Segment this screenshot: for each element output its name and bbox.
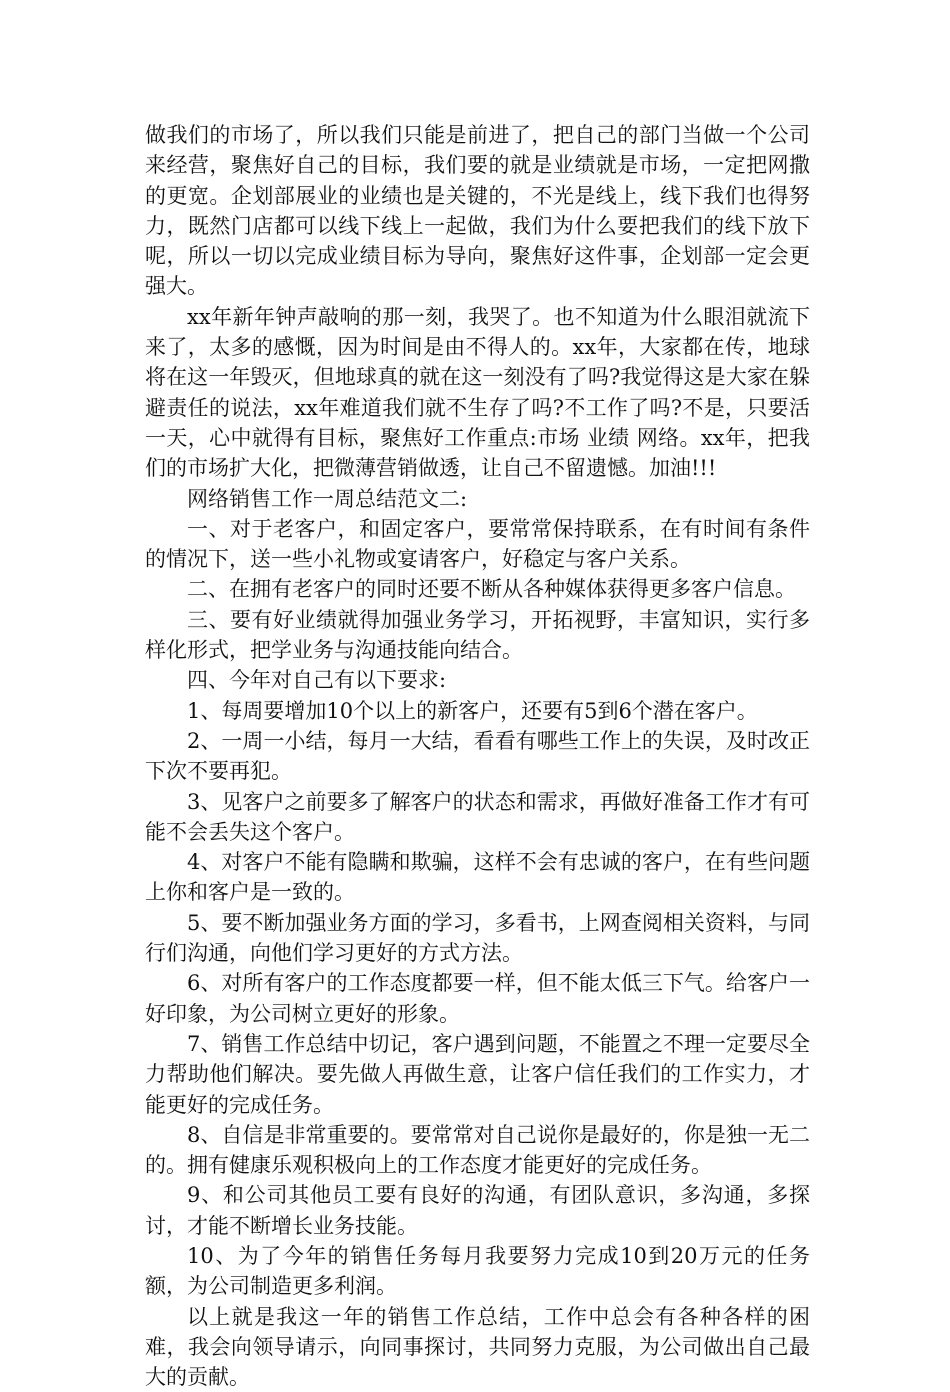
paragraph-point-4: 四、今年对自己有以下要求: — [187, 668, 447, 693]
paragraph-conclusion: 以上就是我这一年的销售工作总结，工作中总会有各种各样的困难，我会向领导请示，向同事探讨，共同努力克服，为公司做出自己最大的贡献。 — [145, 1304, 810, 1390]
list-item: 9、和公司其他员工要有良好的沟通，有团队意识，多沟通，多探讨，才能不断增长业务技能。 — [145, 1183, 810, 1238]
list-item: 4、对客户不能有隐瞒和欺骗，这样不会有忠诚的客户，在有些问题上你和客户是一致的。 — [145, 850, 810, 905]
paragraph-point-1: 一、对于老客户，和固定客户，要常常保持联系，在有时间有条件的情况下，送一些小礼物或宴请客户，好稳定与客户关系。 — [145, 516, 810, 572]
paragraph-new-year: xx年新年钟声敲响的那一刻，我哭了。也不知道为什么眼泪就流下来了，太多的感慨，因为时间是由不得人的。xx年，大家都在传，地球将在这一年毁灭，但地球真的就在这一刻没有了吗?我觉得这是大家在躲避责任的说法，xx年难道我们就不生存了吗?不工作了吗?不是，只要活一天，心中就得有目标，聚焦好工作重点:市场 业绩 网络。xx年，把我们的市场扩大化，把微薄营销做透，让自己不留遗憾。加油!!! — [145, 304, 810, 481]
list-item: 8、自信是非常重要的。要常常对自己说你是最好的，你是独一无二的。拥有健康乐观积极向上的工作态度才能更好的完成任务。 — [145, 1122, 810, 1178]
list-item: 2、一周一小结，每月一大结，看看有哪些工作上的失误，及时改正下次不要再犯。 — [145, 728, 810, 784]
list-item: 6、对所有客户的工作态度都要一样，但不能太低三下气。给客户一好印象，为公司树立更好的形象。 — [145, 971, 810, 1026]
list-item: 7、销售工作总结中切记，客户遇到问题，不能置之不理一定要尽全力帮助他们解决。要先做人再做生意，让客户信任我们的工作实力，才能更好的完成任务。 — [145, 1031, 810, 1117]
document-body — [145, 120, 810, 1392]
list-item: 10、为了今年的销售任务每月我要努力完成10到20万元的任务额，为公司制造更多利润。 — [145, 1243, 810, 1299]
list-item: 5、要不断加强业务方面的学习，多看书，上网查阅相关资料，与同行们沟通，向他们学习更好的方式方法。 — [145, 910, 810, 966]
paragraph-point-2: 二、在拥有老客户的同时还要不断从各种媒体获得更多客户信息。 — [187, 577, 796, 602]
paragraph-intro-continuation: 做我们的市场了，所以我们只能是前进了，把自己的部门当做一个公司来经营，聚焦好自己的目标，我们要的就是业绩就是市场，一定把网撒的更宽。企划部展业的业绩也是关键的，不光是线上，线下我们也得努力，既然门店都可以线下线上一起做，我们为什么要把我们的线下放下呢，所以一切以完成业绩目标为导向，聚焦好这件事，企划部一定会更强大。 — [145, 123, 810, 299]
paragraph-point-3: 三、要有好业绩就得加强业务学习，开拓视野，丰富知识，实行多样化形式，把学业务与沟通技能向结合。 — [145, 607, 810, 663]
list-item: 1、每周要增加10个以上的新客户，还要有5到6个潜在客户。 — [187, 698, 758, 723]
list-item: 3、见客户之前要多了解客户的状态和需求，再做好准备工作才有可能不会丢失这个客户。 — [145, 789, 810, 844]
section-heading: 网络销售工作一周总结范文二: — [187, 486, 468, 511]
